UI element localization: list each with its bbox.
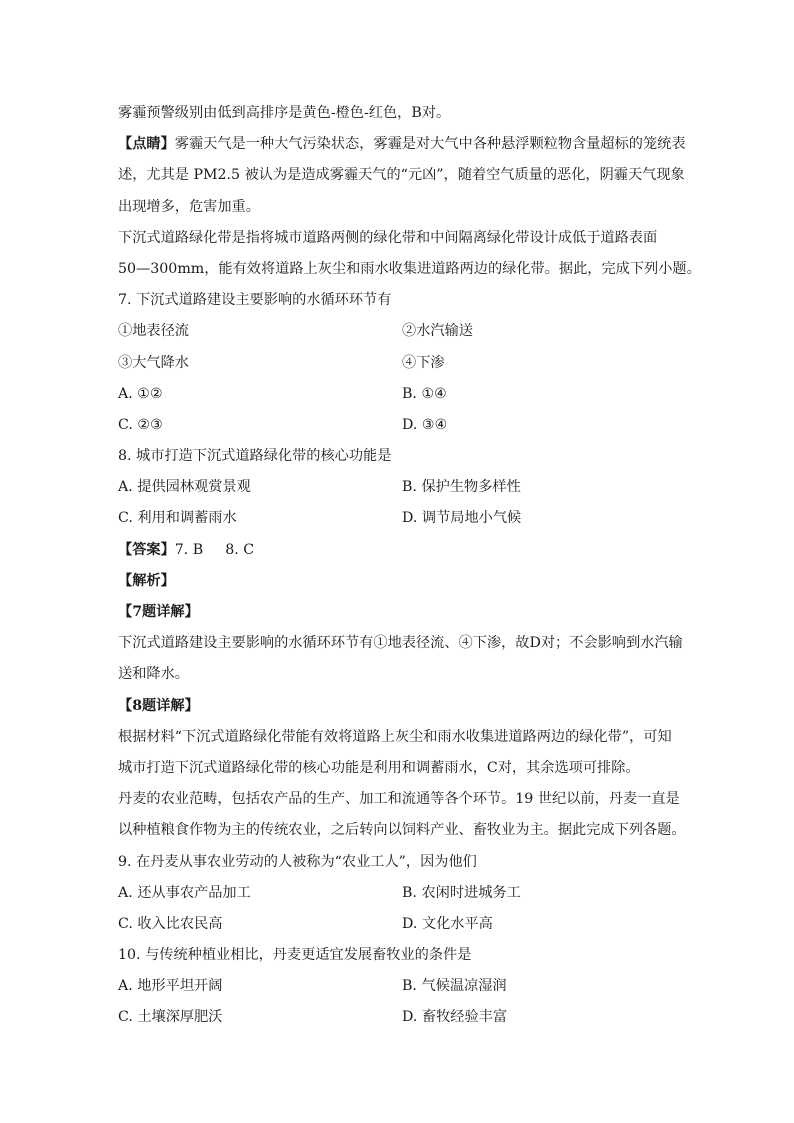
text-line [118,223,678,254]
text-line [118,192,678,223]
option-row [118,348,678,379]
answer-label: 【答案】 [118,541,175,558]
text-line [118,254,701,285]
text-line [118,628,683,659]
question-text: 9. 在丹麦从事农业劳动的人被称为“农业工人”，因为他们 [118,853,477,870]
choice-row [118,503,678,534]
text-line [118,98,678,129]
section-heading: 【7题详解】 [118,604,199,620]
question-text: 7. 下沉式道路建设主要影响的水循环环节有 [118,292,392,309]
choice-row [118,878,678,909]
answer-line [118,535,678,566]
paragraph-text: 雾霾天气是一种大气污染状态，雾霾是对大气中各种悬浮颗粒物含量超标的笼统表 [174,136,686,153]
choice-a: A. 地形平坦开阔 [118,978,223,995]
choice-row [118,410,678,441]
section-heading: 【8题详解】 [118,697,199,714]
choice-b: B. 气候温凉湿润 [402,978,507,995]
section-heading: 【点睛】 [118,136,175,153]
text-line [118,722,678,753]
choice-row [118,909,678,940]
paragraph-text: 城市打造下沉式道路绿化带的核心功能是利用和调蓄雨水，C对，其余选项可排除。 [118,759,640,776]
choice-a: A. ①② [118,385,163,402]
paragraph-text: 丹麦的农业范畴，包括农产品的生产、加工和流通等各个环节。19 世纪以前，丹麦一直是 [118,791,680,808]
question-8 [118,441,678,472]
choice-row [118,379,678,410]
question-9 [118,847,678,878]
paragraph-text: 下沉式道路建设主要影响的水循环环节有①地表径流、④下渗，故D对；不会影响到水汽输 [118,635,683,652]
paragraph-text: 雾霾预警级别由低到高排序是黄色-橙色-红色，B对。 [118,105,451,121]
choice-row [118,1002,678,1033]
choice-row [118,971,678,1002]
question-7 [118,285,678,316]
paragraph-text: 送和降水。 [118,666,189,683]
option: ③大气降水 [118,354,189,371]
choice-d: D. ③④ [402,416,448,433]
paragraph-text: 下沉式道路绿化带是指将城市道路两侧的绿化带和中间隔离绿化带设计成低于道路表面 [118,229,658,246]
choice-a: A. 提供园林观赏景观 [118,479,251,496]
option: ④下渗 [402,354,445,371]
choice-d: D. 文化水平高 [402,915,493,932]
text-line [118,815,686,846]
detail-8-heading [118,691,678,722]
option: ②水汽输送 [402,323,473,340]
choice-c: C. 土壤深厚肥沃 [118,1009,223,1026]
choice-row [118,472,678,503]
answer-7: 7. B [174,541,204,558]
choice-c: C. ②③ [118,416,163,433]
paragraph-text: 述，尤其是 PM2.5 被认为是造成雾霾天气的“元凶”，随着空气质量的恶化，阴霾天气现象 [118,167,685,184]
text-line [118,659,678,690]
paragraph-text: 50—300mm，能有效将道路上灰尘和雨水收集进道路两边的绿化带。据此，完成下列小题。 [118,260,701,277]
text-line [118,753,678,784]
question-text: 10. 与传统种植业相比，丹麦更适宜发展畜牧业的条件是 [118,947,472,964]
option: ①地表径流 [118,323,189,340]
choice-b: B. ①④ [402,385,447,402]
dianjing-line [118,129,686,160]
paragraph-text: 根据材料“下沉式道路绿化带能有效将道路上灰尘和雨水收集进道路两边的绿化带”，可知 [118,728,672,745]
choice-b: B. 农闲时进城务工 [402,884,521,901]
option-row [118,316,678,347]
answer-8: 8. C [225,541,255,558]
section-heading: 【解析】 [118,572,175,589]
document-page [118,98,701,1034]
analysis-heading [118,566,678,597]
choice-d: D. 畜牧经验丰富 [402,1009,508,1026]
question-text: 8. 城市打造下沉式道路绿化带的核心功能是 [118,448,392,465]
paragraph-text: 出现增多，危害加重。 [118,198,260,215]
choice-c: C. 收入比农民高 [118,915,223,932]
text-line [118,160,685,191]
question-10 [118,940,678,971]
choice-d: D. 调节局地小气候 [402,510,522,527]
detail-7-heading [118,597,678,628]
choice-b: B. 保护生物多样性 [402,479,521,496]
text-line [118,784,678,815]
choice-a: A. 还从事农产品加工 [118,884,251,901]
paragraph-text: 以种植粮食作物为主的传统农业，之后转向以饲料产业、畜牧业为主。据此完成下列各题。 [118,822,686,839]
choice-c: C. 利用和调蓄雨水 [118,510,237,527]
